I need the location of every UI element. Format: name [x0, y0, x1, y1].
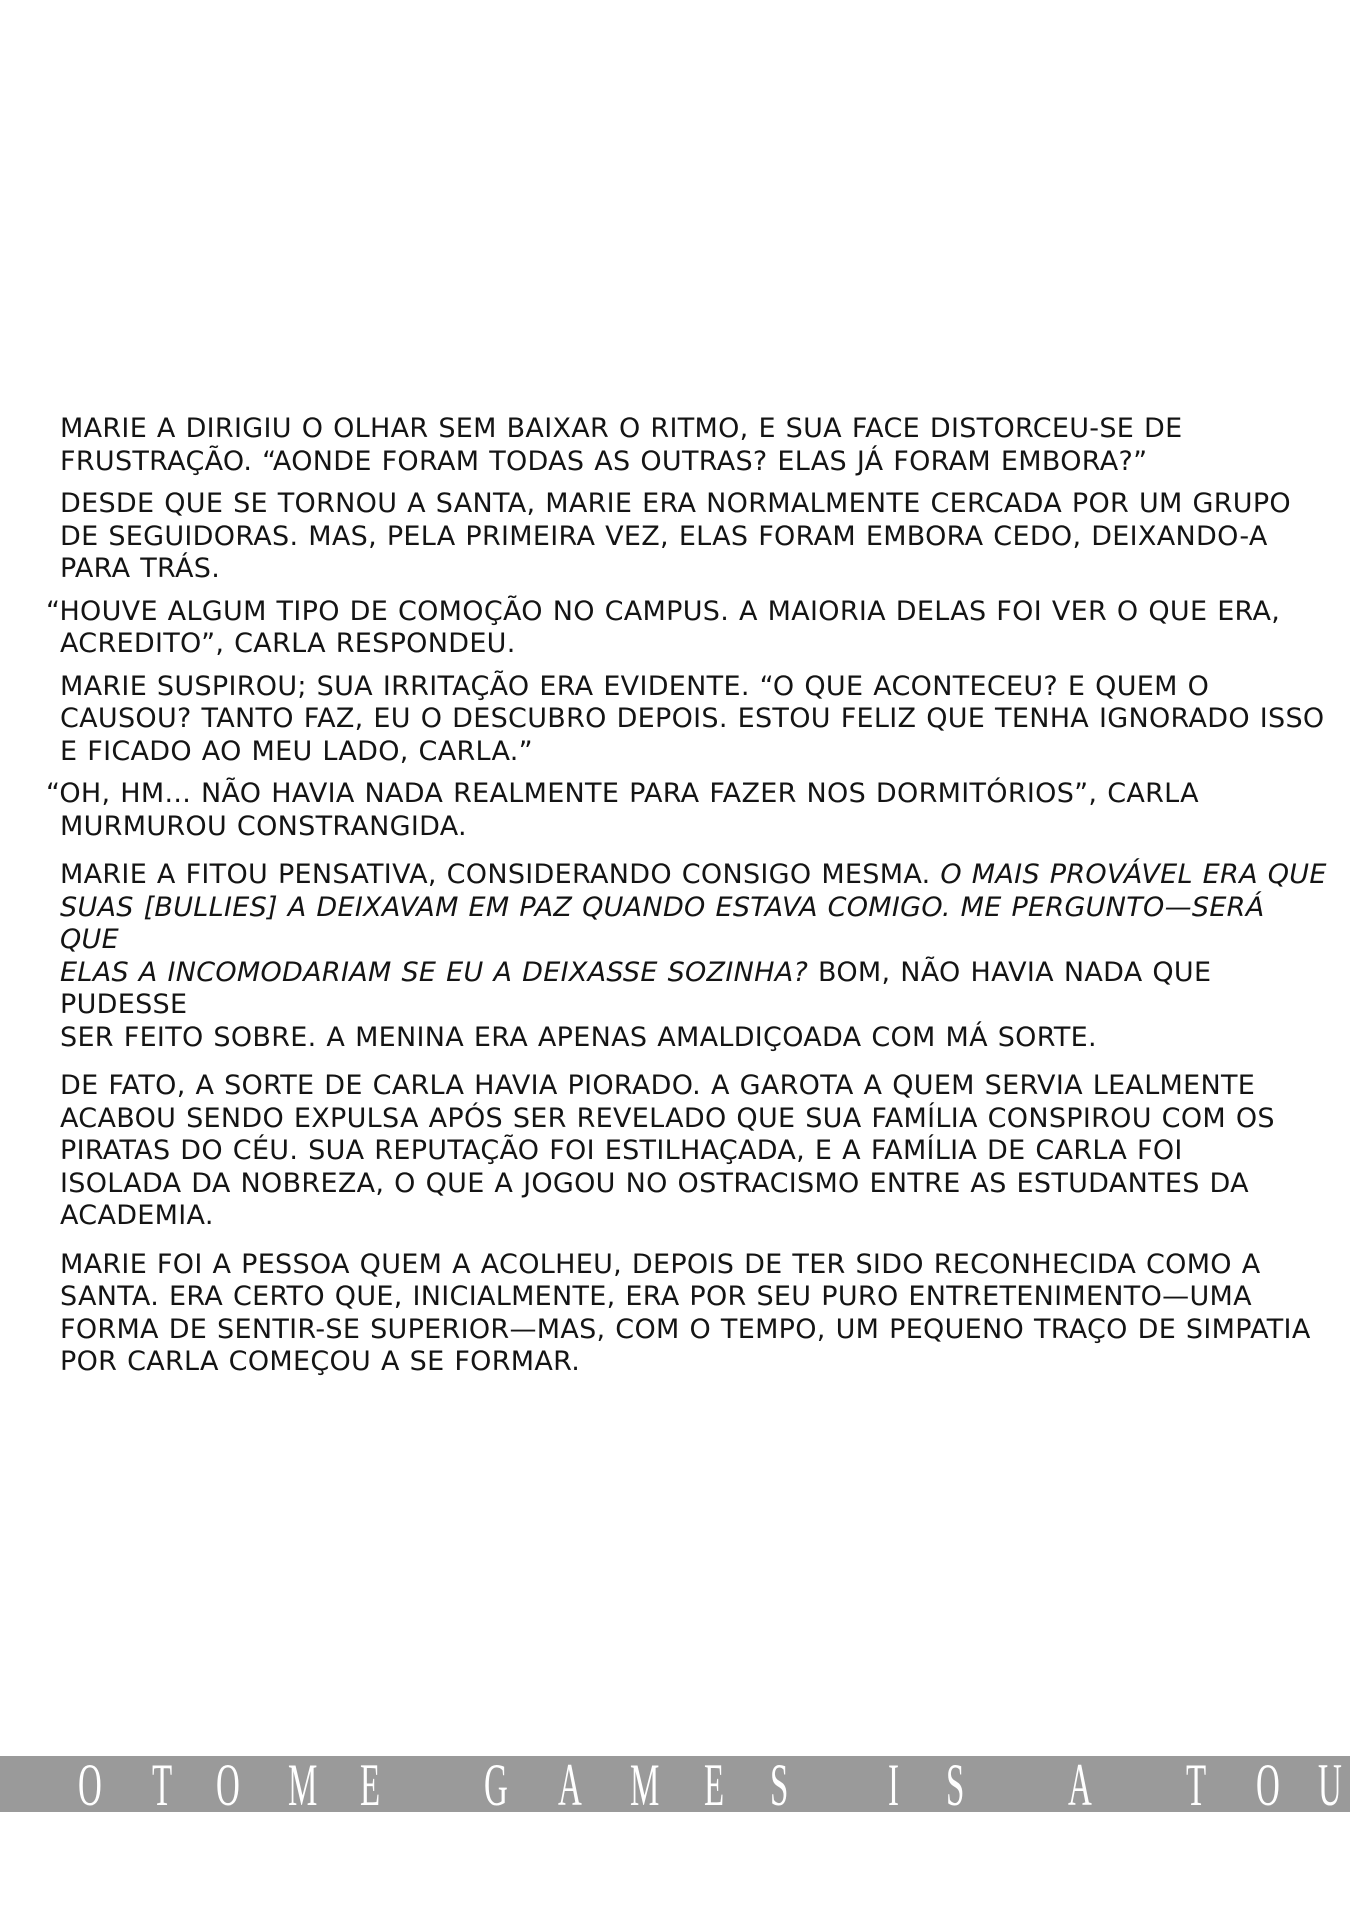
footer-letter: E — [360, 1756, 381, 1812]
footer-letter: O — [1256, 1756, 1280, 1812]
footer-letter: M — [630, 1756, 660, 1812]
footer-letter: T — [152, 1756, 173, 1812]
page-body — [46, 413, 1330, 1389]
footer-letter: O — [216, 1756, 240, 1812]
paragraph-8: MARIE FOI A PESSOA QUEM A ACOLHEU, DEPOIS DE TER SIDO RECONHECIDA COMO A SANTA. ERA CERTO QUE, INICIALMENTE, ERA POR SEU PURO ENTRETENIMENTO—UMA FORMA DE SENTIR-SE SUPERIOR—MAS, COM O TEMPO, UM PEQUENO TRAÇO DE SIMPATIA POR CARLA COMEÇOU A SE FORMAR. — [60, 1248, 1311, 1377]
paragraph-4: MARIE SUSPIROU; SUA IRRITAÇÃO ERA EVIDENTE. “O QUE ACONTECEU? E QUEM O CAUSOU? TANTO FAZ, EU O DESCUBRO DEPOIS. ESTOU FELIZ QUE TENHA IGNORADO ISSO E FICADO AO MEU LADO, CARLA.” — [60, 670, 1325, 767]
paragraph-6 — [60, 859, 1330, 1054]
paragraph-2: DESDE QUE SE TORNOU A SANTA, MARIE ERA NORMALMENTE CERCADA POR UM GRUPO DE SEGUIDORAS. MAS, PELA PRIMEIRA VEZ, ELAS FORAM EMBORA CEDO, DEIXANDO-A PARA TRÁS. — [60, 488, 1291, 584]
footer-letter: T — [1186, 1756, 1207, 1812]
paragraph-6-narration-end: BOM, NÃO HAVIA NADA QUE PUDESSE SER FEITO SOBRE. A MENINA ERA APENAS AMALDIÇOADA COM MÁ SORTE. — [60, 956, 1212, 1053]
footer-letter: O — [78, 1756, 102, 1812]
paragraph-6-thought: O MAIS PROVÁVEL ERA QUE SUAS [BULLIES] A DEIXAVAM EM PAZ QUANDO ESTAVA COMIGO. ME PERGUNTO—SERÁ QUE ELAS A INCOMODARIAM SE EU A DEIXASSE SOZINHA? — [60, 859, 1327, 988]
footer-letter: U — [1318, 1756, 1342, 1812]
paragraph-3: “HOUVE ALGUM TIPO DE COMOÇÃO NO CAMPUS. A MAIORIA DELAS FOI VER O QUE ERA, ACREDITO”, CARLA RESPONDEU. — [46, 595, 1281, 659]
footer-letter: A — [1068, 1756, 1092, 1812]
footer-letter: A — [558, 1756, 582, 1812]
footer-letter: G — [484, 1756, 508, 1812]
footer-letter: M — [288, 1756, 318, 1812]
paragraph-6-narration: MARIE A FITOU PENSATIVA, CONSIDERANDO CONSIGO MESMA. — [60, 859, 941, 890]
paragraph-1: MARIE A DIRIGIU O OLHAR SEM BAIXAR O RITMO, E SUA FACE DISTORCEU-SE DE FRUSTRAÇÃO. “AONDE FORAM TODAS AS OUTRAS? ELAS JÁ FORAM EMBORA?” — [60, 413, 1183, 477]
footer-letter: I — [888, 1756, 899, 1812]
paragraph-5: “OH, HM... NÃO HAVIA NADA REALMENTE PARA FAZER NOS DORMITÓRIOS”, CARLA MURMUROU CONSTRANGIDA. — [46, 778, 1199, 842]
footer-letter: E — [704, 1756, 725, 1812]
footer-title-band — [0, 1756, 1350, 1812]
footer-letter: S — [770, 1756, 789, 1812]
footer-letter: S — [946, 1756, 965, 1812]
paragraph-7: DE FATO, A SORTE DE CARLA HAVIA PIORADO. A GAROTA A QUEM SERVIA LEALMENTE ACABOU SENDO EXPULSA APÓS SER REVELADO QUE SUA FAMÍLIA CONSPIROU COM OS PIRATAS DO CÉU. SUA REPUTAÇÃO FOI ESTILHAÇADA, E A FAMÍLIA DE CARLA FOI ISOLADA DA NOBREZA, O QUE A JOGOU NO OSTRACISMO ENTRE AS ESTUDANTES DA ACADEMIA. — [60, 1070, 1275, 1231]
